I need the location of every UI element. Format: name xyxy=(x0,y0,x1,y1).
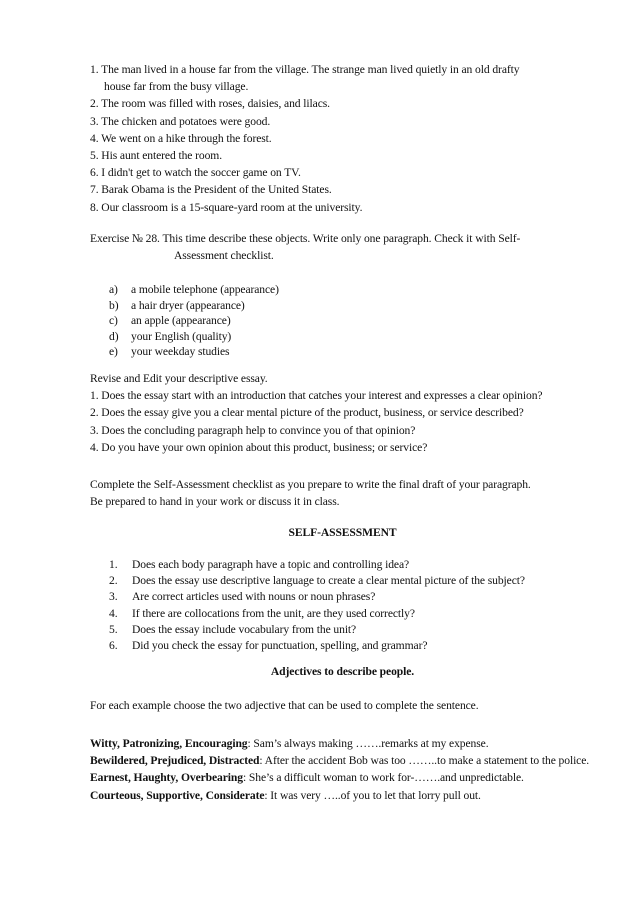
list-item xyxy=(109,589,614,605)
revise-question-2: 2. Does the essay give you a clear mental picture of the product, business, or service described? xyxy=(90,406,524,420)
exercise-heading-continued: Assessment checklist. xyxy=(174,249,274,263)
list-item xyxy=(109,329,614,345)
sentences-list xyxy=(90,61,595,216)
item-text: Does each body paragraph have a topic and controlling idea? xyxy=(132,558,410,571)
revise-question-3: 3. Does the concluding paragraph help to convince you of that opinion? xyxy=(90,423,416,437)
revise-question-1: 1. Does the essay start with an introduction that catches your interest and expresses a clear opinion? xyxy=(90,389,543,403)
adjectives-title: Adjectives to describe people. xyxy=(270,665,415,678)
item-label: 2. xyxy=(109,574,118,588)
sentence-2: 2. The room was filled with roses, daisies, and lilacs. xyxy=(90,97,330,111)
self-assessment-title: SELF-ASSESSMENT xyxy=(288,526,397,539)
self-assessment-list xyxy=(109,557,614,654)
exercise-28 xyxy=(90,230,595,264)
sentence-6: 6. I didn't get to watch the soccer game on TV. xyxy=(90,166,301,180)
item-label: b) xyxy=(109,298,119,312)
list-item xyxy=(109,298,614,314)
adjectives-instruction xyxy=(90,697,595,714)
list-item xyxy=(109,638,614,654)
list-item xyxy=(109,606,614,622)
item-text: If there are collocations from the unit, are they used correctly? xyxy=(132,606,415,620)
example-words: Earnest, Haughty, Overbearing xyxy=(90,771,243,785)
revise-question-4: 4. Do you have your own opinion about this product, business; or service? xyxy=(90,440,428,454)
example-3 xyxy=(90,769,595,786)
sentence-1-continued: house far from the busy village. xyxy=(104,80,249,94)
example-words: Witty, Patronizing, Encouraging xyxy=(90,737,248,750)
sentence-3: 3. The chicken and potatoes were good. xyxy=(90,114,271,128)
example-sentence: : She’s a difficult woman to work for-…….and unpredictable. xyxy=(242,771,524,785)
item-label: a) xyxy=(109,283,118,296)
exercise-heading: Exercise № 28. This time describe these objects. Write only one paragraph. Check it with Self- xyxy=(90,232,521,245)
example-words: Courteous, Supportive, Considerate xyxy=(90,788,265,802)
complete-line-2: Be prepared to hand in your work or discuss it in class. xyxy=(90,495,340,509)
example-4 xyxy=(90,787,595,804)
item-label: 1. xyxy=(109,558,118,571)
item-label: 4. xyxy=(109,606,118,620)
item-label: 3. xyxy=(109,590,118,604)
example-sentence: : It was very …..of you to let that lorry pull out. xyxy=(264,788,481,802)
list-item xyxy=(109,344,614,360)
item-text: Are correct articles used with nouns or noun phrases? xyxy=(132,590,376,604)
example-sentence: : Sam’s always making …….remarks at my expense. xyxy=(247,737,489,750)
example-words: Bewildered, Prejudiced, Distracted xyxy=(90,754,260,768)
item-label: e) xyxy=(109,345,118,359)
item-text: an apple (appearance) xyxy=(131,314,231,328)
item-text: a hair dryer (appearance) xyxy=(131,298,245,312)
exercise-items xyxy=(109,282,614,360)
example-1 xyxy=(90,735,595,752)
sentence-8: 8. Our classroom is a 15-square-yard room at the university. xyxy=(90,200,363,214)
item-text: Did you check the essay for punctuation, spelling, and grammar? xyxy=(132,639,428,653)
revise-title: Revise and Edit your descriptive essay. xyxy=(90,372,268,385)
example-2 xyxy=(90,752,595,769)
item-text: your English (quality) xyxy=(131,329,232,343)
complete-section xyxy=(90,476,595,510)
revise-section xyxy=(90,370,595,456)
adjectives-examples xyxy=(90,735,595,804)
sentence-4: 4. We went on a hike through the forest. xyxy=(90,131,272,145)
item-label: 6. xyxy=(109,639,118,653)
sentence-5: 5. His aunt entered the room. xyxy=(90,149,223,163)
item-text: your weekday studies xyxy=(131,345,230,359)
instruction-text: For each example choose the two adjective that can be used to complete the sentence. xyxy=(90,699,479,712)
list-item xyxy=(109,557,614,573)
item-label: 5. xyxy=(109,622,118,636)
complete-line-1: Complete the Self-Assessment checklist as you prepare to write the final draft of your paragraph. xyxy=(90,478,531,491)
item-label: d) xyxy=(109,329,119,343)
item-text: Does the essay include vocabulary from the unit? xyxy=(132,622,357,636)
example-sentence: : After the accident Bob was too ……..to make a statement to the police. xyxy=(259,754,590,768)
item-text: Does the essay use descriptive language to create a clear mental picture of the subject? xyxy=(132,574,525,588)
list-item xyxy=(109,573,614,589)
item-text: a mobile telephone (appearance) xyxy=(131,283,279,296)
list-item xyxy=(109,282,614,298)
list-item xyxy=(109,622,614,638)
item-label: c) xyxy=(109,314,118,328)
sentence-7: 7. Barak Obama is the President of the United States. xyxy=(90,183,332,197)
list-item xyxy=(109,313,614,329)
sentence-1: 1. The man lived in a house far from the village. The strange man lived quietly in an old drafty xyxy=(90,63,520,76)
